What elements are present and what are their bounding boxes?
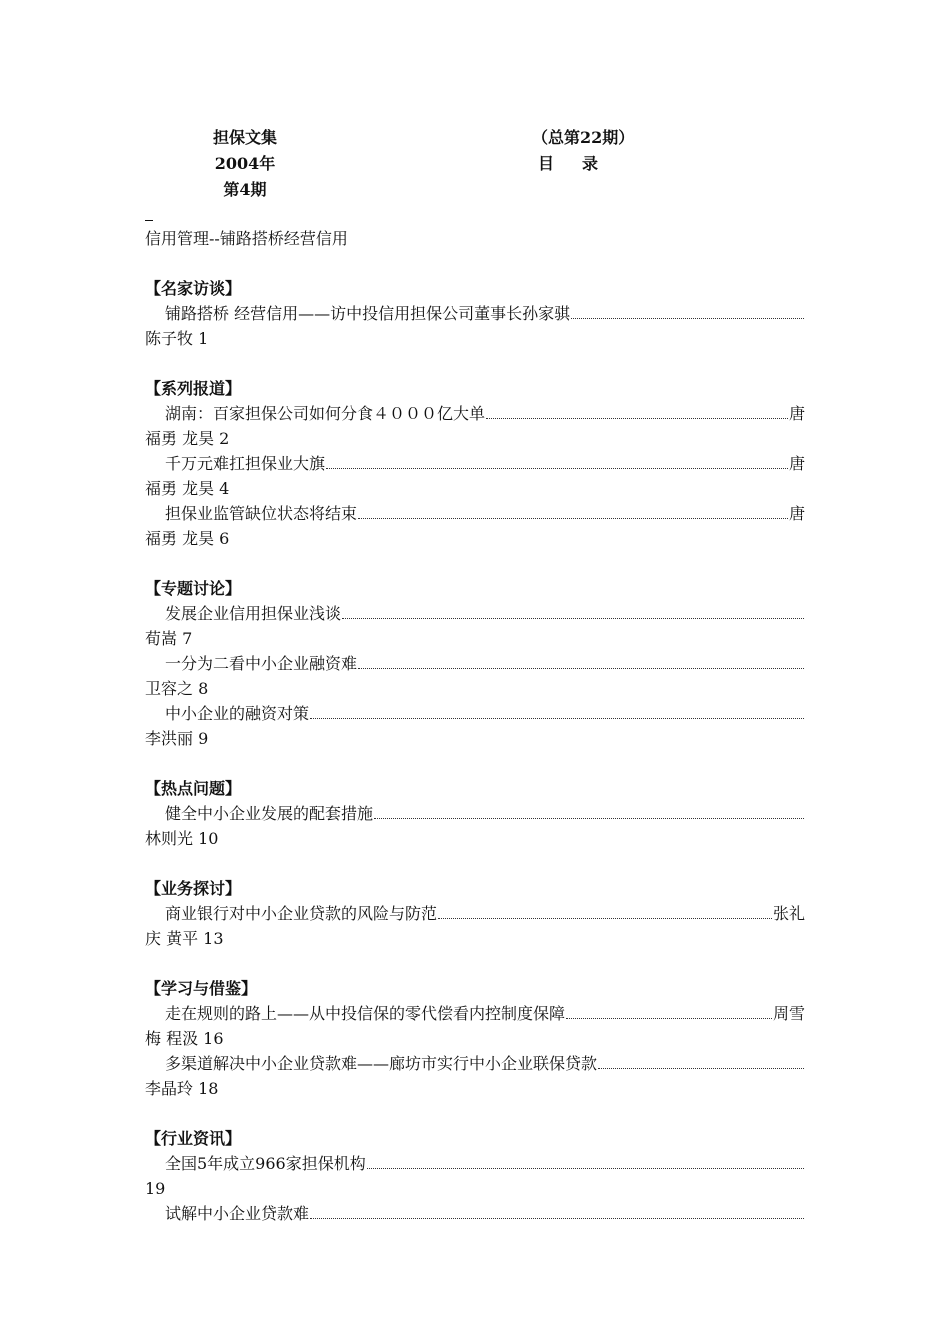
toc-sections (145, 276, 805, 1226)
section-heading: 【系列报道】 (145, 379, 242, 398)
toc-section (145, 276, 805, 351)
entry-title: 一分为二看中小企业融资难 (165, 654, 358, 673)
header-right (532, 128, 634, 180)
entry-title: 湖南：百家担保公司如何分食４０００亿大单 (165, 404, 486, 423)
entry-author-page: 李晶玲 18 (145, 1079, 219, 1098)
table-of-contents (145, 210, 805, 1251)
entry-author-page: 卫容之 8 (145, 679, 209, 698)
toc-entry[interactable] (145, 601, 805, 651)
collection-name: 担保文集 (212, 128, 277, 147)
dot-leader (598, 1053, 804, 1069)
section-heading: 【热点问题】 (145, 779, 242, 798)
entry-author-page: 福勇 龙昊 6 (145, 529, 230, 548)
entry-title: 多渠道解决中小企业贷款难——廊坊市实行中小企业联保贷款 (165, 1054, 598, 1073)
year-label: 2004年 (214, 154, 276, 173)
entry-author-page: 林则光 10 (145, 829, 219, 848)
toc-entry[interactable] (145, 451, 805, 501)
entry-title: 千万元难扛担保业大旗 (165, 454, 326, 473)
issue-label: 第4期 (223, 180, 267, 199)
section-heading: 【业务探讨】 (145, 879, 242, 898)
entry-author-page: 19 (145, 1179, 166, 1198)
toc-section (145, 776, 805, 851)
dot-leader (486, 403, 788, 419)
entry-author-page: 李洪丽 9 (145, 729, 209, 748)
entry-author-page: 陈子牧 1 (145, 329, 209, 348)
toc-entry[interactable] (145, 1201, 805, 1226)
section-heading: 【行业资讯】 (145, 1129, 242, 1148)
toc-entry[interactable] (145, 1051, 805, 1101)
entry-author-page: 福勇 龙昊 4 (145, 479, 230, 498)
contents-heading-char2: 录 (582, 154, 599, 173)
dot-leader (326, 453, 788, 469)
entry-author-page: 福勇 龙昊 2 (145, 429, 230, 448)
entry-title: 试解中小企业贷款难 (165, 1204, 310, 1223)
toc-entry[interactable] (145, 1001, 805, 1051)
entry-title: 全国5年成立966家担保机构 (165, 1154, 366, 1173)
dot-leader (374, 803, 804, 819)
toc-section (145, 876, 805, 951)
contents-heading-char1: 目 (538, 154, 555, 173)
entry-title: 铺路搭桥 经营信用——访中投信用担保公司董事长孙家骐 (165, 304, 571, 323)
entry-title: 健全中小企业发展的配套措施 (165, 804, 374, 823)
toc-entry[interactable] (145, 401, 805, 451)
total-issue: （总第22期） (532, 128, 635, 147)
toc-section (145, 376, 805, 551)
toc-entry[interactable] (145, 801, 805, 851)
section-heading: 【名家访谈】 (145, 279, 242, 298)
entry-author-start: 唐 (788, 504, 805, 523)
entry-author-start: 周雪 (772, 1004, 805, 1023)
toc-entry[interactable] (145, 1151, 805, 1201)
contents-heading (532, 154, 634, 180)
entry-author-page: 梅 程汲 16 (145, 1029, 224, 1048)
dot-leader (358, 503, 788, 519)
entry-title: 发展企业信用担保业浅谈 (165, 604, 342, 623)
dot-leader (358, 653, 804, 669)
document-title: 信用管理--铺路搭桥经营信用 (145, 229, 348, 248)
entry-author-start: 唐 (788, 404, 805, 423)
dot-leader (310, 703, 804, 719)
section-heading: 【专题讨论】 (145, 579, 242, 598)
toc-entry[interactable] (145, 501, 805, 551)
entry-title: 走在规则的路上——从中投信保的零代偿看内控制度保障 (165, 1004, 566, 1023)
entry-title: 中小企业的融资对策 (165, 704, 310, 723)
toc-section (145, 576, 805, 751)
underline-mark (145, 210, 805, 226)
entry-author-start: 张礼 (772, 904, 805, 923)
dot-leader (438, 903, 772, 919)
dot-leader (310, 1203, 804, 1219)
dot-leader (342, 603, 804, 619)
toc-section (145, 976, 805, 1101)
entry-author-start: 唐 (788, 454, 805, 473)
entry-author-page: 荀嵩 7 (145, 629, 193, 648)
toc-entry[interactable] (145, 651, 805, 701)
toc-entry[interactable] (145, 901, 805, 951)
toc-entry[interactable] (145, 701, 805, 751)
toc-section (145, 1126, 805, 1226)
dot-leader (566, 1003, 772, 1019)
toc-entry[interactable] (145, 301, 805, 351)
entry-title: 担保业监管缺位状态将结束 (165, 504, 358, 523)
dot-leader (571, 303, 804, 319)
header-left (200, 128, 290, 206)
entry-author-page: 庆 黄平 13 (145, 929, 224, 948)
section-heading: 【学习与借鉴】 (145, 979, 258, 998)
entry-title: 商业银行对中小企业贷款的风险与防范 (165, 904, 438, 923)
dot-leader (367, 1153, 804, 1169)
